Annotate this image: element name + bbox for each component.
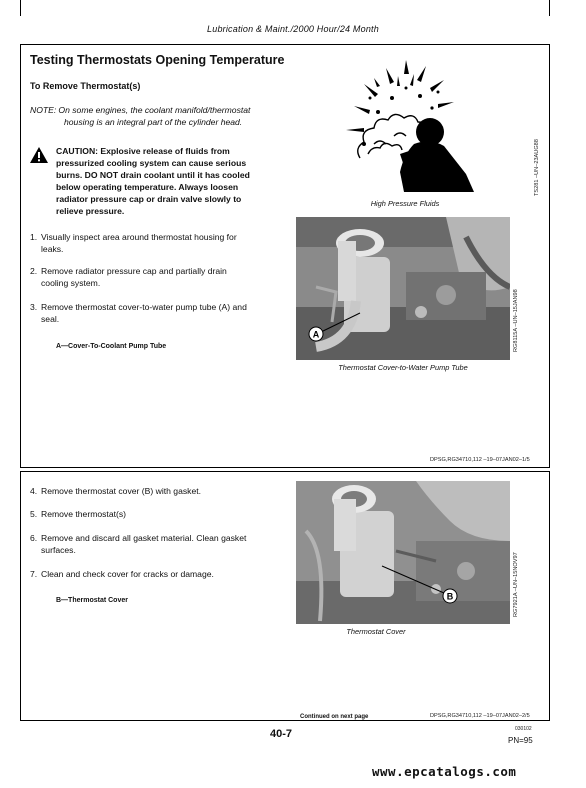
figure-3-code: RG7921A –UN–15NOV97 [513, 552, 519, 617]
caution-line: relieve pressure. [56, 206, 125, 216]
step-number: 2. [30, 266, 38, 276]
caution-line: pressurized cooling system can cause serious [56, 158, 247, 168]
list-item [30, 508, 126, 520]
callout-b-label: B [446, 591, 454, 602]
figure-2-code: RG8115A –UN–15JAN98 [513, 289, 519, 352]
note-line-2: housing is an integral part of the cylinder head. [64, 117, 243, 127]
page-header: Lubrication & Maint./2000 Hour/24 Month [207, 24, 379, 34]
callout-a-label: A [312, 329, 320, 340]
page-number: 40-7 [270, 728, 293, 740]
figure-1-caption: High Pressure Fluids [370, 199, 440, 208]
figure-2-caption: Thermostat Cover-to-Water Pump Tube [338, 363, 468, 372]
doc-reference-2: DPSG,RG34710,112 –19–07JAN02–2/5 [430, 713, 530, 719]
figure-1-code: TS281 –UN–23AUG88 [534, 139, 540, 196]
thermostat-tube-photo [296, 217, 510, 360]
step-number: 4. [30, 486, 38, 496]
caution-line: burns. DO NOT drain coolant until it has cooled [56, 170, 250, 180]
note-block [30, 104, 286, 128]
caution-block [56, 145, 288, 217]
continued-note: Continued on next page [300, 714, 369, 720]
step-text: Remove and discard all gasket material. Clean gasket [41, 533, 247, 543]
step-text: Clean and check cover for cracks or damage. [41, 569, 214, 579]
doc-reference-1: DPSG,RG34710,112 –19–07JAN02–1/5 [430, 457, 530, 463]
note-line-1: On some engines, the coolant manifold/thermostat [58, 105, 251, 115]
list-item [30, 485, 201, 497]
small-code: 030102 [515, 726, 532, 732]
step-number: 5. [30, 509, 38, 519]
margin-rule-left [20, 0, 21, 16]
caution-line: radiator pressure cap or drain valve slowly to [56, 194, 242, 204]
caution-line: CAUTION: Explosive release of fluids from [56, 146, 230, 156]
list-item [30, 231, 237, 255]
step-text: Remove thermostat(s) [41, 509, 127, 519]
website-link[interactable]: www.epcatalogs.com [372, 764, 517, 779]
step-text: Visually inspect area around thermostat housing for [41, 232, 237, 242]
pn-number: PN=95 [508, 736, 533, 745]
step-text: seal. [41, 314, 60, 324]
step-text: Remove radiator pressure cap and partially drain [41, 266, 227, 276]
step-number: 6. [30, 533, 38, 543]
step-number: 1. [30, 232, 38, 242]
high-pressure-fluids-illustration [334, 58, 476, 192]
note-label: NOTE: [30, 105, 57, 115]
step-number: 7. [30, 569, 38, 579]
list-item [30, 301, 247, 325]
section-title: Testing Thermostats Opening Temperature [30, 53, 285, 67]
caution-line: below operating temperature. Always loosen [56, 182, 239, 192]
figure-legend-a: A—Cover-To-Coolant Pump Tube [56, 343, 167, 350]
list-item [30, 265, 227, 289]
step-number: 3. [30, 302, 38, 312]
step-text: Remove thermostat cover-to-water pump tube (A) and [41, 302, 247, 312]
figure-3-caption: Thermostat Cover [346, 627, 406, 636]
figure-legend-b: B—Thermostat Cover [56, 597, 128, 604]
step-text: Remove thermostat cover (B) with gasket. [41, 486, 201, 496]
warning-icon [29, 146, 49, 164]
subheading: To Remove Thermostat(s) [30, 81, 141, 91]
step-text: leaks. [41, 244, 64, 254]
thermostat-cover-photo [296, 481, 510, 624]
step-text: cooling system. [41, 278, 101, 288]
step-text: surfaces. [41, 545, 76, 555]
list-item [30, 568, 214, 580]
margin-rule-right [549, 0, 550, 16]
list-item [30, 532, 246, 556]
